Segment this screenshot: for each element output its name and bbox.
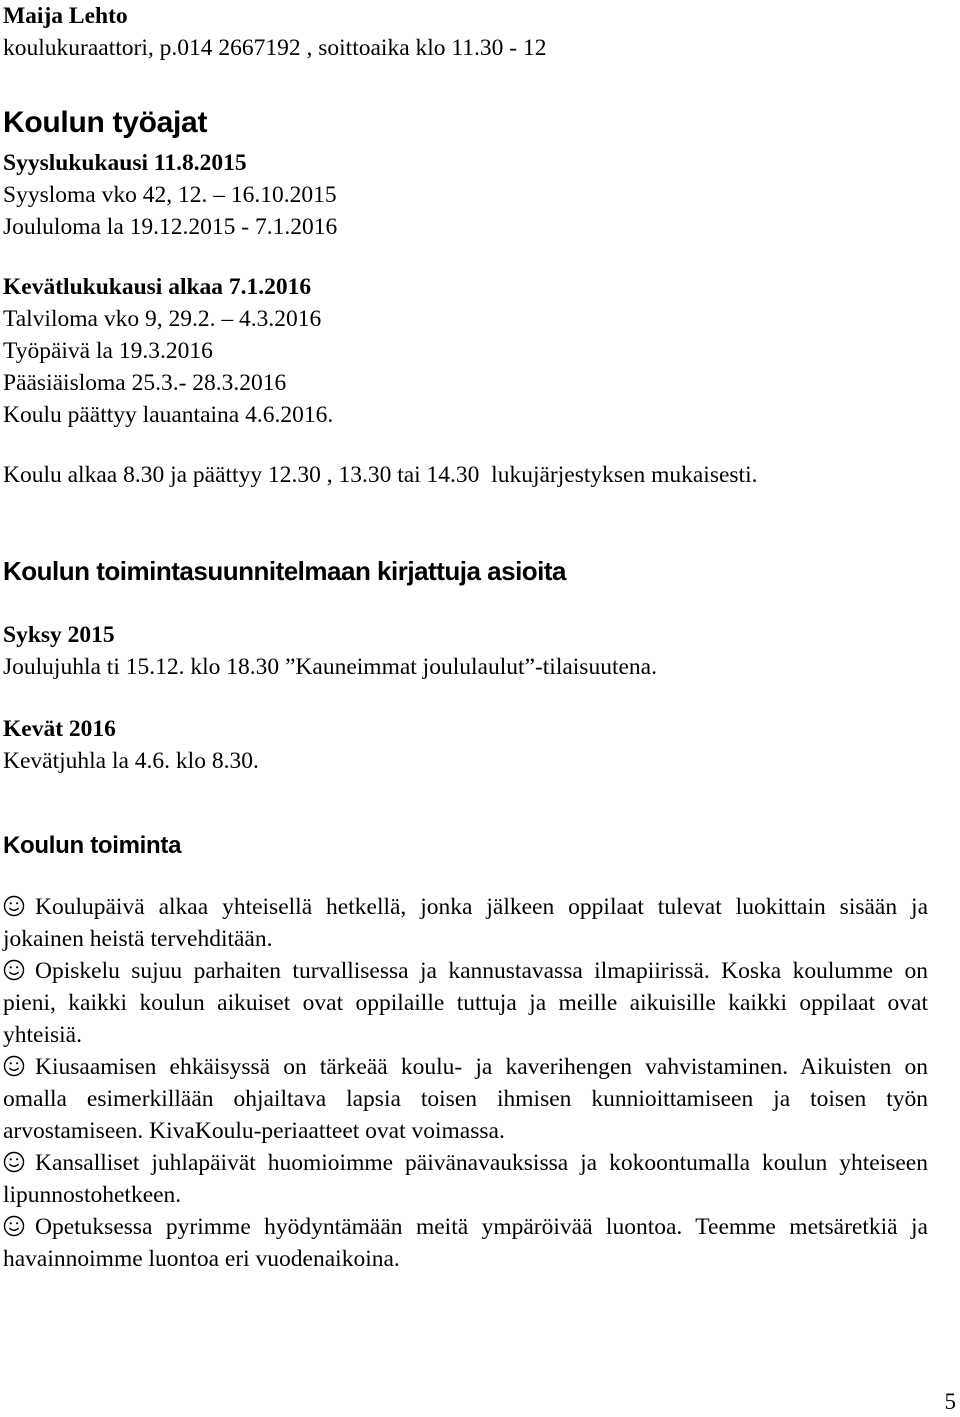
activity-item	[3, 1051, 928, 1147]
christmas-break-line: Joululoma la 19.12.2015 - 7.1.2016	[3, 214, 338, 240]
plan-heading: Koulun toimintasuunnitelmaan kirjattuja asioita	[3, 556, 567, 586]
smiley-icon	[3, 1055, 25, 1077]
activity-heading: Koulun toiminta	[3, 832, 182, 859]
activity-item	[3, 891, 928, 955]
activity-item	[3, 1211, 928, 1275]
activity-item-text: Opetuksessa pyrimme hyödyntämään meitä ympäröivää luontoa. Teemme metsäretkiä ja havainnoimme luontoa eri vuodenaikoina.	[3, 1214, 928, 1272]
work-times-heading: Koulun työajat	[3, 106, 208, 139]
activity-item-text: Koulupäivä alkaa yhteisellä hetkellä, jonka jälkeen oppilaat tulevat luokittain sisään ja jokainen heistä tervehditään.	[3, 894, 928, 952]
activity-item-text: Kansalliset juhlapäivät huomioimme päivänavauksissa ja kokoontumalla koulun yhteiseen lipunnostohetkeen.	[3, 1150, 928, 1208]
smiley-icon	[3, 959, 25, 981]
activity-item-text: Kiusaamisen ehkäisyssä on tärkeää koulu- ja kaverihengen vahvistaminen. Aikuisten on omalla esimerkillään ohjailtava lapsia toisen ihmisen kunnioittamiseen ja toisen työn arvostamiseen. KivaKoulu-periaatteet ovat voimassa.	[3, 1054, 928, 1144]
document-page	[3, 0, 928, 1275]
easter-break-line: Pääsiäisloma 25.3.- 28.3.2016	[3, 370, 287, 396]
page-number: 5	[944, 1389, 956, 1414]
author-contact: koulukuraattori, p.014 2667192 , soittoaika klo 11.30 - 12	[3, 35, 547, 61]
autumn-break-line: Syysloma vko 42, 12. – 16.10.2015	[3, 182, 337, 208]
spring-heading: Kevät 2016	[3, 716, 116, 742]
christmas-party-line: Joulujuhla ti 15.12. klo 18.30 ”Kauneimmat joululaulut”-tilaisuutena.	[3, 654, 657, 680]
smiley-icon	[3, 895, 25, 917]
smiley-icon	[3, 1151, 25, 1173]
smiley-icon	[3, 1215, 25, 1237]
autumn-heading: Syksy 2015	[3, 622, 115, 648]
school-ends-line: Koulu päättyy lauantaina 4.6.2016.	[3, 402, 334, 428]
activity-item	[3, 955, 928, 1051]
spring-party-line: Kevätjuhla la 4.6. klo 8.30.	[3, 748, 259, 774]
activity-item-text: Opiskelu sujuu parhaiten turvallisessa ja kannustavassa ilmapiirissä. Koska koulumme on pieni, kaikki koulun aikuiset ovat oppilaille tuttuja ja meille aikuisille kaikki oppilaat ovat yhteisiä.	[3, 958, 928, 1048]
daily-hours-line: Koulu alkaa 8.30 ja päättyy 12.30 , 13.30 tai 14.30 lukujärjestyksen mukaisesti.	[3, 462, 758, 488]
author-name: Maija Lehto	[3, 3, 128, 29]
winter-break-line: Talviloma vko 9, 29.2. – 4.3.2016	[3, 306, 322, 332]
autumn-term-line: Syyslukukausi 11.8.2015	[3, 150, 247, 176]
workday-line: Työpäivä la 19.3.2016	[3, 338, 213, 364]
activity-item	[3, 1147, 928, 1211]
spring-term-line: Kevätlukukausi alkaa 7.1.2016	[3, 274, 312, 300]
